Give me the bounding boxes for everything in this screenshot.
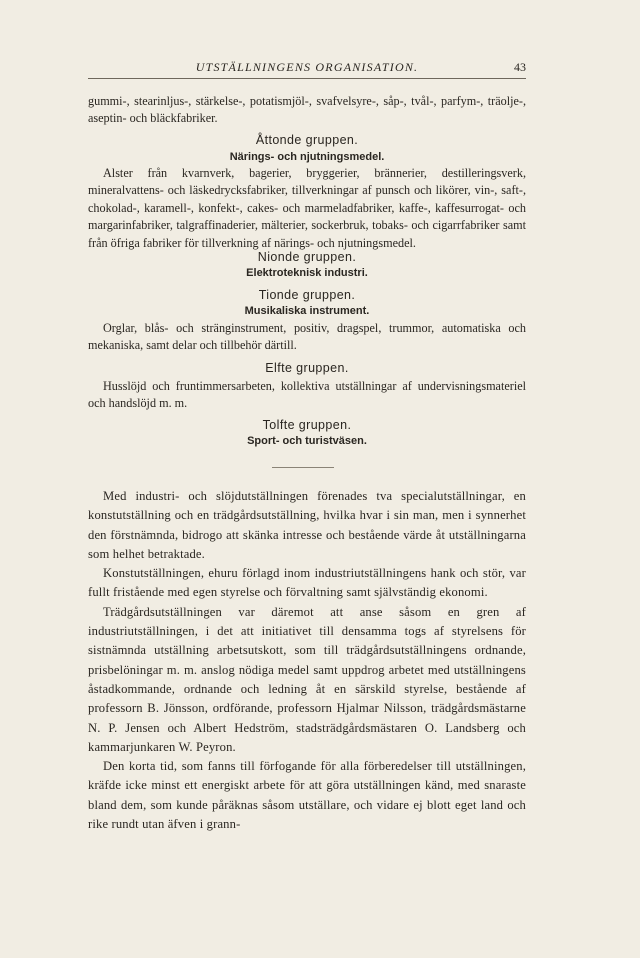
group-12-title: Tolfte gruppen. xyxy=(262,418,352,432)
paragraph: Konstutställningen, ehuru förlagd inom industriutställningens hank och stör, var fullt fristående med egen styrelse och förvaltning samt självständig ekonomi. xyxy=(88,566,526,600)
header-rule xyxy=(88,78,526,79)
paragraph: Den korta tid, som fanns till förfogande för alla förberedelser till utställningen, kräfde icke minst ett energiskt arbete för att göra utställningen känd, med snaraste bland dem, som kunde påräknas såsom utställare, och vidare ej blott eget land och rike rundt utan äfven i grann- xyxy=(88,759,526,832)
group-9-subtitle: Elektroteknisk industri. xyxy=(246,267,368,279)
section-separator xyxy=(272,467,334,468)
group-8-title: Åttonde gruppen. xyxy=(255,133,359,147)
group-8-body: Alster från kvarnverk, bagerier, bryggerier, brännerier, destilleringsverk, mineralvattens- och läskedrycksfabriker, tillverkningar af punsch och likörer, vin-, saft-, chokolad-, karamell-, konfekt-, cakes- och marmeladfabriker, kaffe-, kaffesurrogat- och margarinfabriker, talgraffinaderier, mälterier, sockerbruk, tobaks- och cigarrfabriker samt från öfriga fabriker för tillverkning af närings- och njutningsmedel. xyxy=(88,166,526,250)
group-11-body: Husslöjd och fruntimmersarbeten, kollektiva utställningar af undervisningsmateriel och handslöjd m. m. xyxy=(88,379,526,411)
intro-paragraph: gummi-, stearinljus-, stärkelse-, potatismjöl-, svafvelsyre-, såp-, tvål-, parfym-, träolje-, aseptin- och bläckfabriker. xyxy=(88,94,526,126)
group-10-body: Orglar, blås- och stränginstrument, positiv, dragspel, trummor, automatiska och mekaniska, samt delar och tillbehör därtill. xyxy=(88,321,526,353)
group-11-title: Elfte gruppen. xyxy=(265,361,349,375)
group-8-body-block xyxy=(88,165,526,252)
group-12-subtitle: Sport- och turistväsen. xyxy=(247,435,367,447)
running-title: UTSTÄLLNINGENS ORGANISATION. xyxy=(195,60,419,74)
group-10-subtitle: Musikaliska instrument. xyxy=(244,305,370,317)
group-10-title: Tionde gruppen. xyxy=(258,288,356,302)
group-9-title: Nionde gruppen. xyxy=(257,250,357,264)
main-text-block xyxy=(88,487,526,834)
group-10-body-block xyxy=(88,320,526,355)
running-header xyxy=(88,58,526,78)
paragraph: Med industri- och slöjdutställningen förenades tva specialutställningar, en konstutställning och en trädgårdsutställning, hvilka hvar i sin man, men i synnerhet den förstnämnda, bidrogo att skänka intresse och bestående värde åt utställningarna som helhet betraktade. xyxy=(88,489,526,561)
page-number: 43 xyxy=(514,60,526,74)
paragraph: Trädgårdsutställningen var däremot att anse såsom en gren af industriutställningen, i det att initiativet till densamma togs af styrelsens för sistnämnda utställning arbetsutskott, som till trädgårdsutställningens ordnande, prisbelöningar m. m. anslog nödiga medel samt uppdrog arbetet med utställningens åstadkommande, ordnande och ledning åt en särskild styrelse, bestående af professorn B. Jönsson, ordförande, professorn Hjalmar Nilsson, trädgårdsmästarne N. P. Jensen och Albert Hedström, stadsträdgårdsmästaren O. Landsberg och kammarjunkaren W. Peyron. xyxy=(88,604,526,754)
group-8-subtitle: Närings- och njutningsmedel. xyxy=(229,151,385,163)
group-11-body-block xyxy=(88,378,526,413)
intro-text-block xyxy=(88,93,526,128)
